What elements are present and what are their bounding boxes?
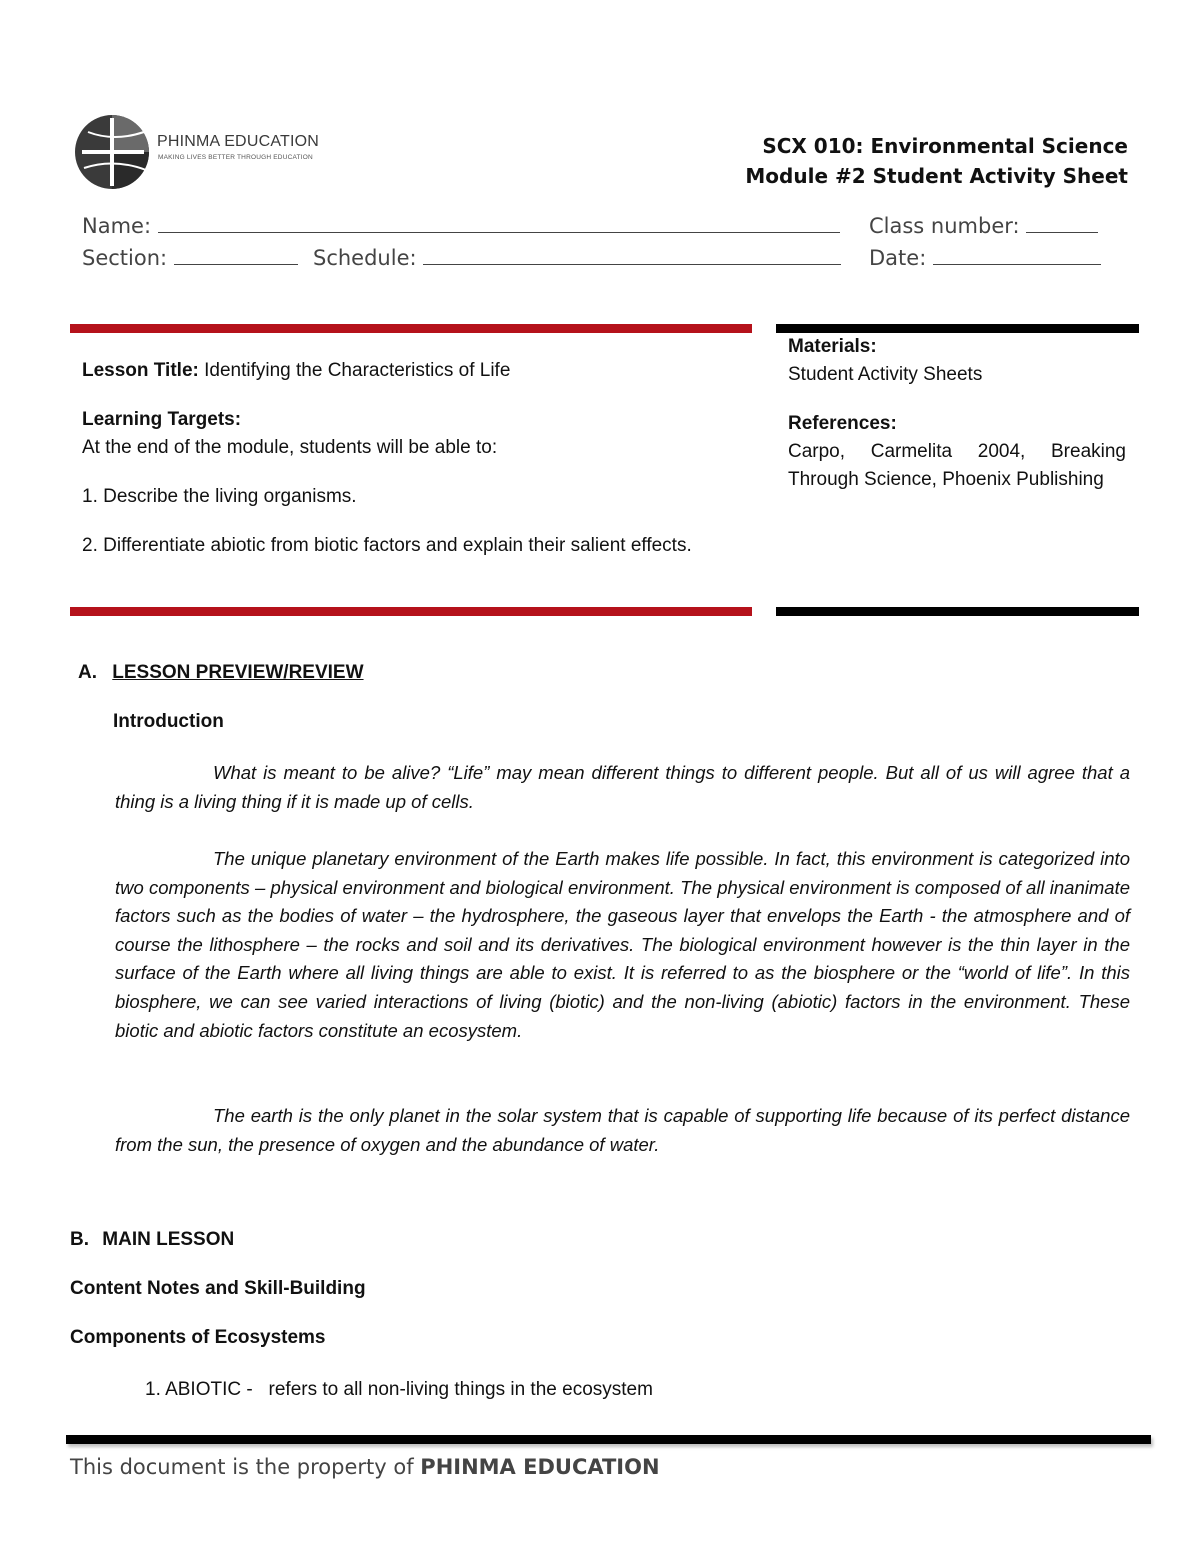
section-line[interactable] bbox=[174, 244, 298, 265]
section-label: Section: bbox=[82, 246, 168, 270]
introduction-heading: Introduction bbox=[113, 711, 224, 732]
class-number-line[interactable] bbox=[1026, 212, 1098, 233]
section-a-title: LESSON PREVIEW/REVIEW bbox=[112, 662, 364, 683]
name-label: Name: bbox=[82, 214, 152, 238]
intro-paragraph-1: What is meant to be alive? “Life” may mean different things to different people. But all of us will agree that a thing is a living thing if it is made up of cells. bbox=[115, 762, 1130, 812]
date-line[interactable] bbox=[933, 244, 1101, 265]
section-field[interactable] bbox=[82, 244, 298, 270]
footer-rule bbox=[66, 1435, 1151, 1444]
abiotic-item: 1. ABIOTIC - refers to all non-living things in the ecosystem bbox=[145, 1379, 653, 1400]
phinma-logo-icon bbox=[74, 112, 154, 192]
intro-paragraph-3: The earth is the only planet in the solar system that is capable of supporting life because of its perfect distance from the sun, the presence of oxygen and the abundance of water. bbox=[115, 1105, 1130, 1155]
section-b-heading bbox=[70, 1229, 234, 1251]
lesson-title: Identifying the Characteristics of Life bbox=[204, 360, 511, 381]
schedule-field[interactable] bbox=[313, 244, 841, 270]
references-value: Carpo, Carmelita 2004, Breaking Through Science, Phoenix Publishing bbox=[788, 441, 1126, 490]
footer-text bbox=[70, 1455, 660, 1479]
footer-prefix: This document is the property of bbox=[70, 1455, 421, 1479]
logo-tagline: MAKING LIVES BETTER THROUGH EDUCATION bbox=[158, 154, 313, 161]
lesson-title-label: Lesson Title: bbox=[82, 360, 199, 381]
materials-value: Student Activity Sheets bbox=[788, 364, 983, 385]
section-b-letter: B. bbox=[70, 1229, 89, 1250]
target-item: 2. Differentiate abiotic from biotic factors and explain their salient effects. bbox=[82, 535, 692, 556]
phinma-logo bbox=[74, 112, 334, 192]
references-label: References: bbox=[788, 413, 897, 434]
target-item: 1. Describe the living organisms. bbox=[82, 486, 357, 507]
lesson-title-row bbox=[82, 357, 722, 385]
schedule-line[interactable] bbox=[423, 244, 841, 265]
components-heading: Components of Ecosystems bbox=[70, 1327, 326, 1348]
course-header bbox=[745, 131, 1128, 191]
section-a-heading bbox=[78, 662, 364, 684]
materials-label: Materials: bbox=[788, 336, 877, 357]
learning-targets-label: Learning Targets: bbox=[82, 409, 242, 430]
section-a-letter: A. bbox=[78, 662, 97, 683]
right-bottom-rule bbox=[776, 607, 1139, 616]
intro-paragraph-2: The unique planetary environment of the Earth makes life possible. In fact, this environment is categorized into two components – physical environment and biological environment. The physical environment is composed of all inanimate factors such as the bodies of water – the hydrosphere, the gaseous layer that envelops the Earth - the atmosphere and of course the lithosphere – the rocks and soil and its derivatives. The biological environment however is the thin layer in the surface of the Earth where all living things are able to exist. It is referred to as the biosphere or the “world of life”. In this biosphere, we can see varied interactions of living (biotic) and the non-living (abiotic) factors in the environment. These biotic and abiotic factors constitute an ecosystem. bbox=[115, 848, 1130, 1041]
schedule-label: Schedule: bbox=[313, 246, 417, 270]
materials-info bbox=[788, 333, 1126, 494]
name-line[interactable] bbox=[158, 212, 840, 233]
name-field[interactable] bbox=[82, 212, 840, 238]
date-label: Date: bbox=[869, 246, 927, 270]
footer-owner: PHINMA EDUCATION bbox=[420, 1455, 660, 1479]
lesson-info bbox=[82, 357, 722, 560]
content-notes-heading: Content Notes and Skill-Building bbox=[70, 1278, 366, 1299]
course-title: SCX 010: Environmental Science bbox=[762, 134, 1128, 158]
date-field[interactable] bbox=[869, 244, 1101, 270]
module-subtitle: Module #2 Student Activity Sheet bbox=[745, 164, 1128, 188]
logo-brand: PHINMA EDUCATION bbox=[157, 133, 320, 150]
right-top-rule bbox=[776, 324, 1139, 333]
section-b-title: MAIN LESSON bbox=[102, 1229, 235, 1250]
class-number-label: Class number: bbox=[869, 214, 1020, 238]
class-number-field[interactable] bbox=[869, 212, 1098, 238]
left-top-rule bbox=[70, 324, 752, 333]
learning-targets-intro: At the end of the module, students will be able to: bbox=[82, 437, 498, 458]
left-bottom-rule bbox=[70, 607, 752, 616]
